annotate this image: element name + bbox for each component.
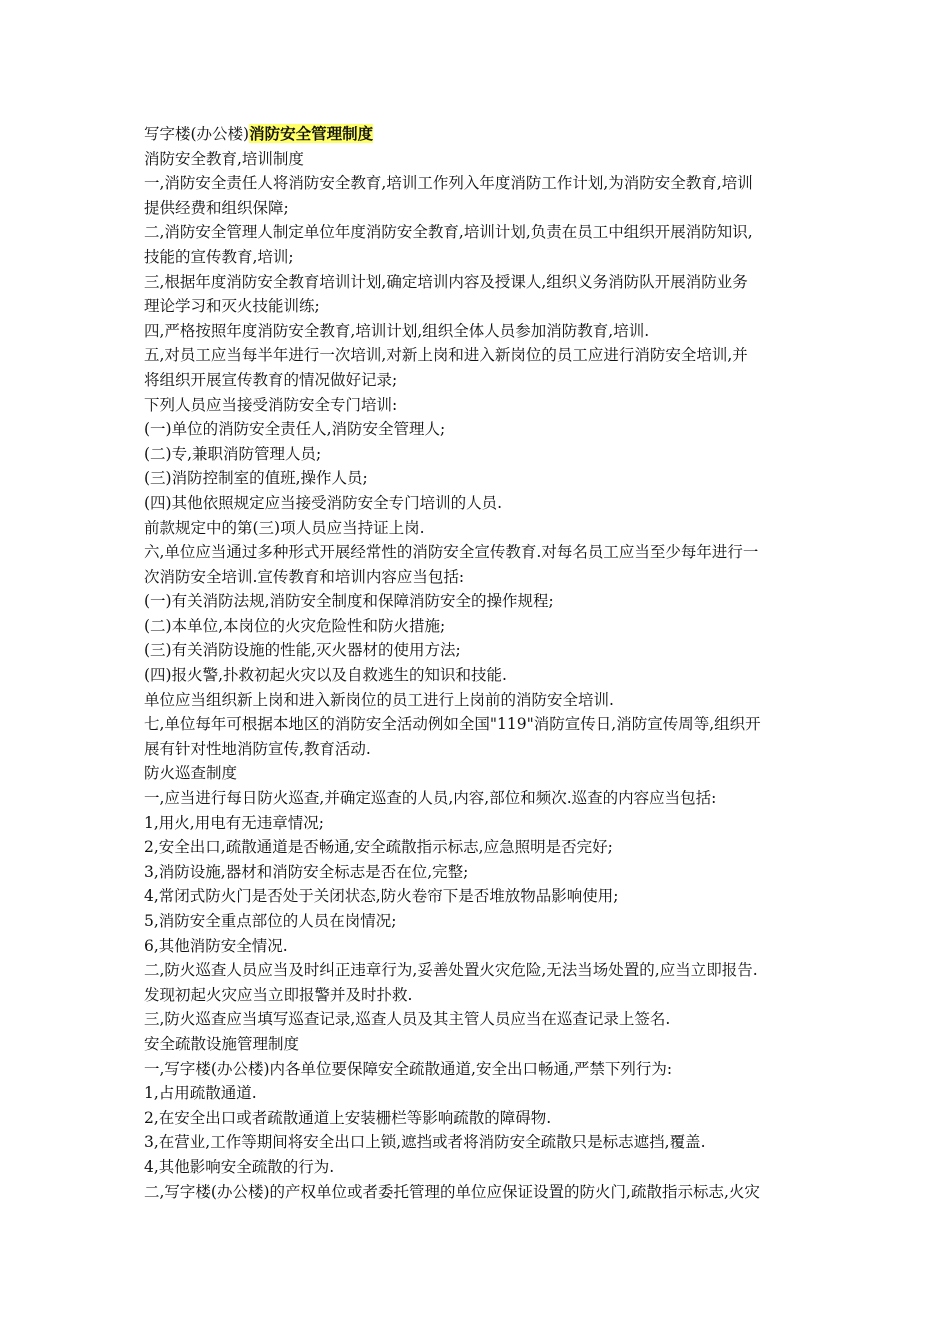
- text-line: (三)有关消防设施的性能,灭火器材的使用方法;: [144, 641, 461, 660]
- text-line: 2,安全出口,疏散通道是否畅通,安全疏散指示标志,应急照明是否完好;: [144, 838, 613, 857]
- text-line: (二)专,兼职消防管理人员;: [144, 444, 322, 463]
- text-line: 六,单位应当通过多种形式开展经常性的消防安全宣传教育.对每名员工应当至少每年进行一: [144, 543, 759, 562]
- text-line: 二,防火巡查人员应当及时纠正违章行为,妥善处置火灾危险,无法当场处置的,应当立即报告.: [144, 961, 758, 980]
- text-line: 防火巡查制度: [144, 764, 238, 783]
- text-line: 2,在安全出口或者疏散通道上安装栅栏等影响疏散的障碍物.: [144, 1108, 552, 1127]
- text-line: 3,在营业,工作等期间将安全出口上锁,遮挡或者将消防安全疏散只是标志遮挡,覆盖.: [144, 1133, 706, 1152]
- text-line: 四,严格按照年度消防安全教育,培训计划,组织全体人员参加消防教育,培训.: [144, 321, 650, 340]
- text-line: 消防安全教育,培训制度: [144, 149, 304, 168]
- title-highlight: 消防安全管理制度: [249, 124, 374, 143]
- text-line: 三,根据年度消防安全教育培训计划,确定培训内容及授课人,组织义务消防队开展消防业务: [144, 272, 748, 291]
- text-line: 发现初起火灾应当立即报警并及时扑救.: [144, 985, 413, 1004]
- text-line: 前款规定中的第(三)项人员应当持证上岗.: [144, 518, 425, 537]
- text-line: 1,用火,用电有无违章情况;: [144, 813, 324, 832]
- document-title: [144, 122, 812, 147]
- text-line: 下列人员应当接受消防安全专门培训:: [144, 395, 398, 414]
- text-line: 理论学习和灭火技能训练;: [144, 297, 320, 316]
- text-line: 一,应当进行每日防火巡查,并确定巡查的人员,内容,部位和频次.巡查的内容应当包括:: [144, 789, 717, 808]
- text-line: 技能的宣传教育,培训;: [144, 247, 294, 266]
- text-line: 展有针对性地消防宣传,教育活动.: [144, 739, 371, 758]
- text-line: (三)消防控制室的值班,操作人员;: [144, 469, 368, 488]
- document-body: [144, 122, 812, 1204]
- text-line: (一)单位的消防安全责任人,消防安全管理人;: [144, 420, 446, 439]
- text-line: 4,其他影响安全疏散的行为.: [144, 1157, 335, 1176]
- text-line: 二,写字楼(办公楼)的产权单位或者委托管理的单位应保证设置的防火门,疏散指示标志,火灾: [144, 1182, 760, 1201]
- text-line: 三,防火巡查应当填写巡查记录,巡查人员及其主管人员应当在巡查记录上签名.: [144, 1010, 671, 1029]
- text-line: 安全疏散设施管理制度: [144, 1034, 300, 1053]
- text-line: (四)其他依照规定应当接受消防安全专门培训的人员.: [144, 493, 503, 512]
- text-line: (一)有关消防法规,消防安全制度和保障消防安全的操作规程;: [144, 592, 554, 611]
- text-line: 3,消防设施,器材和消防安全标志是否在位,完整;: [144, 862, 469, 881]
- text-line: 将组织开展宣传教育的情况做好记录;: [144, 370, 398, 389]
- text-line: 单位应当组织新上岗和进入新岗位的员工进行上岗前的消防安全培训.: [144, 690, 614, 709]
- text-line: 一,消防安全责任人将消防安全教育,培训工作列入年度消防工作计划,为消防安全教育,培训: [144, 174, 753, 193]
- text-line: 4,常闭式防火门是否处于关闭状态,防火卷帘下是否堆放物品影响使用;: [144, 887, 619, 906]
- text-line: 5,消防安全重点部位的人员在岗情况;: [144, 912, 397, 930]
- text-line: 次消防安全培训.宣传教育和培训内容应当包括:: [144, 567, 465, 586]
- text-line: 七,单位每年可根据本地区的消防安全活动例如全国"119"消防宣传日,消防宣传周等,组织开: [144, 715, 761, 734]
- text-line: (四)报火警,扑救初起火灾以及自救逃生的知识和技能.: [144, 666, 507, 685]
- text-line: 1,占用疏散通道.: [144, 1084, 257, 1103]
- title-prefix: 写字楼(办公楼): [144, 125, 250, 143]
- text-line: 二,消防安全管理人制定单位年度消防安全教育,培训计划,负责在员工中组织开展消防知识,: [144, 223, 753, 242]
- text-line: 提供经费和组织保障;: [144, 198, 289, 217]
- text-line: 五,对员工应当每半年进行一次培训,对新上岗和进入新岗位的员工应进行消防安全培训,并: [144, 346, 748, 365]
- text-line: (二)本单位,本岗位的火灾危险性和防火措施;: [144, 616, 446, 635]
- text-line: 6,其他消防安全情况.: [144, 936, 288, 955]
- text-line: 一,写字楼(办公楼)内各单位要保障安全疏散通道,安全出口畅通,严禁下列行为:: [144, 1059, 673, 1078]
